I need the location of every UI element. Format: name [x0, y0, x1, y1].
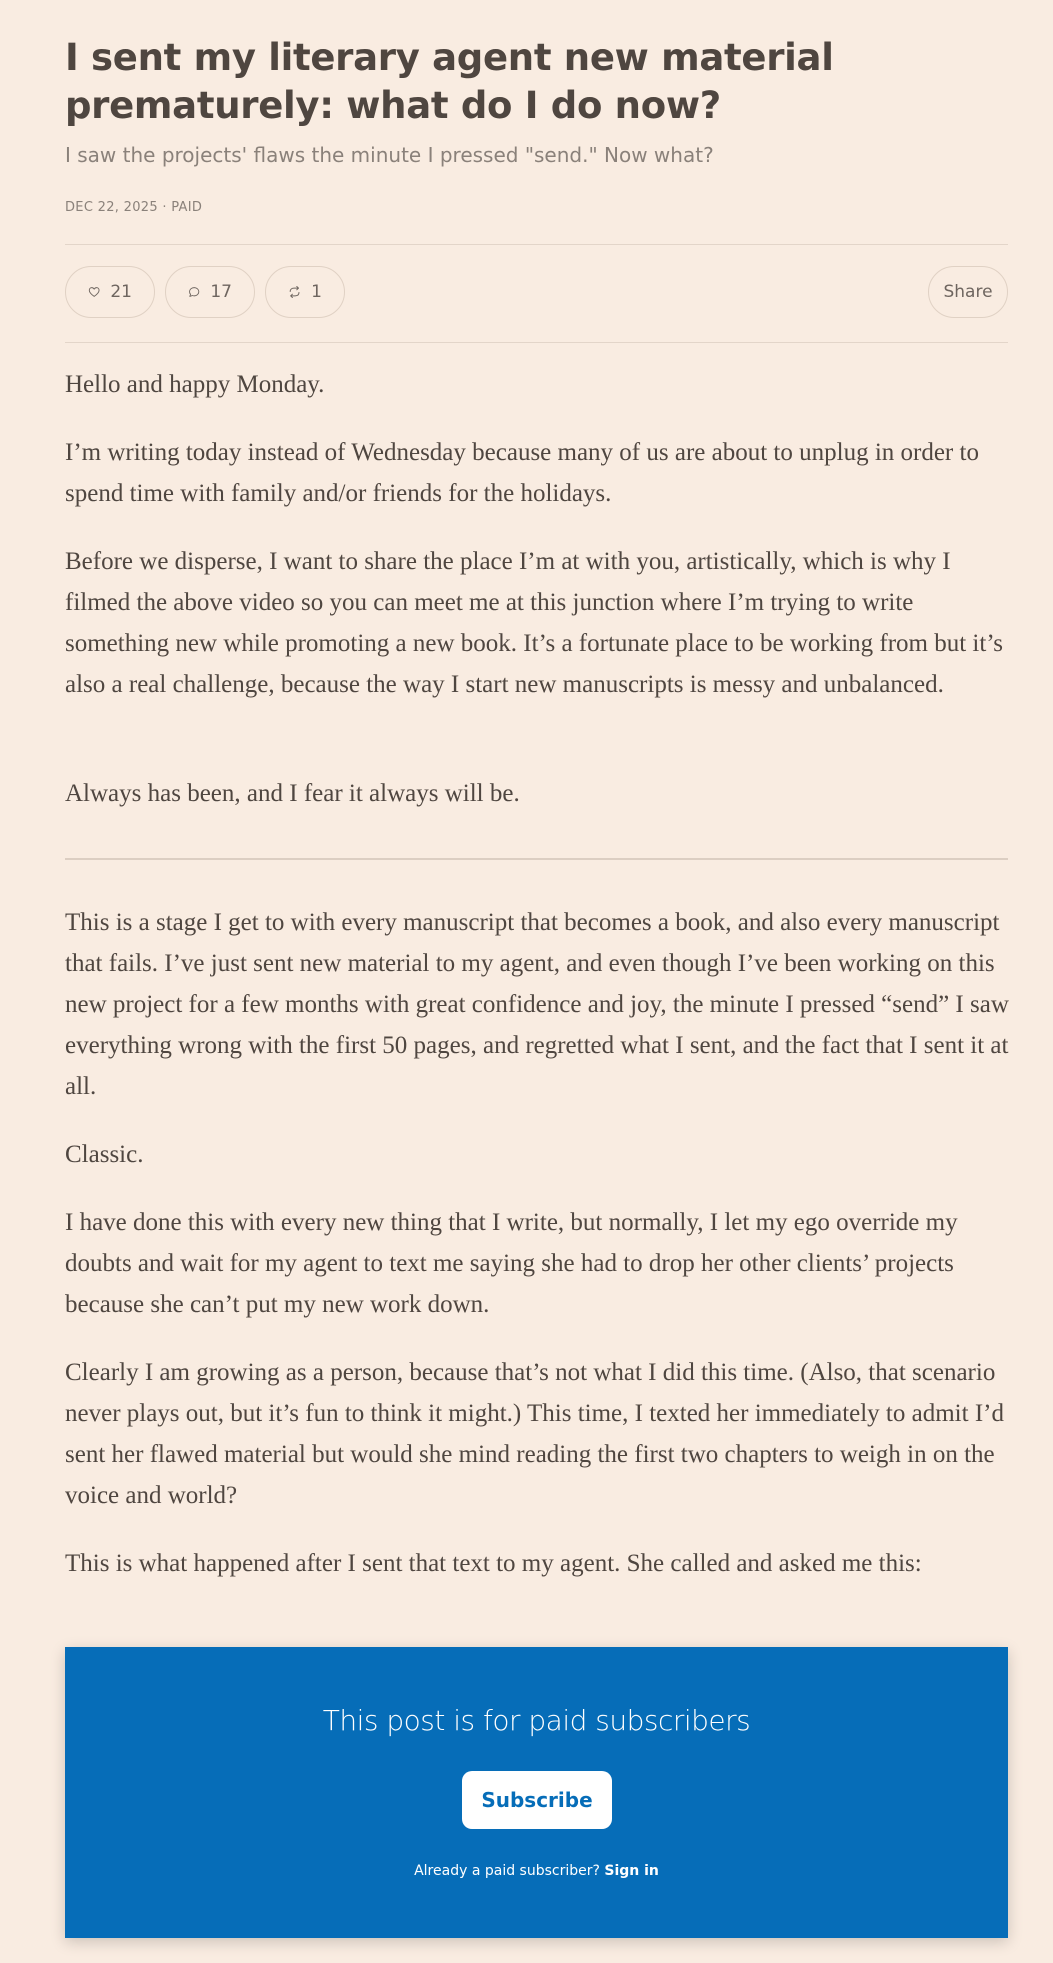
- restack-icon: [288, 278, 301, 306]
- post-subtitle: I saw the projects' flaws the minute I pressed "send." Now what?: [65, 143, 714, 167]
- restack-button[interactable]: [265, 266, 345, 318]
- like-button[interactable]: [65, 266, 155, 318]
- post-title: I sent my literary agent new material prematurely: what do I do now?: [65, 36, 834, 127]
- body-paragraph: Clearly I am growing as a person, because that’s not what I did this time. (Also, that scenario never plays out, but it’s fun to think it might.) This time, I texted her immediately to admit I’d sent her flawed material but would she mind reading the first two chapters to weigh in on the voice and world?: [65, 1359, 1004, 1509]
- body-paragraph: This is a stage I get to with every manuscript that becomes a book, and also every manuscript that fails. I’ve just sent new material to my agent, and even though I’ve been working on this new project for a few months with great confidence and joy, the minute I pressed “send” I saw everything wrong with the first 50 pages, and regretted what I sent, and the fact that I sent it at all.: [65, 909, 1009, 1100]
- signin-prompt: Already a paid subscriber?: [414, 1863, 600, 1879]
- subscribe-button[interactable]: Subscribe: [462, 1771, 612, 1829]
- body-paragraph: This is what happened after I sent that text to my agent. She called and asked me this:: [65, 1550, 922, 1577]
- post-meta: DEC 22, 2025 · PAID: [65, 200, 203, 215]
- paywall-title: This post is for paid subscribers: [322, 1704, 751, 1737]
- signin-link[interactable]: Sign in: [604, 1863, 659, 1879]
- body-paragraph: Classic.: [65, 1141, 144, 1168]
- section-divider: [65, 858, 1008, 860]
- body-paragraph: Before we disperse, I want to share the place I’m at with you, artistically, which is why I filmed the above video so you can meet me at this junction where I’m trying to write something new while promoting a new book. It’s a fortunate place to be working from but it’s also a real challenge, because the way I start new manuscripts is messy and unbalanced.: [65, 548, 1004, 698]
- restack-count: 1: [311, 282, 322, 302]
- body-paragraph: I’m writing today instead of Wednesday because many of us are about to unplug in order to spend time with family and/or friends for the holidays.: [65, 439, 979, 507]
- body-paragraph: I have done this with every new thing that I write, but normally, I let my ego override my doubts and wait for my agent to text me saying she had to drop her other clients’ projects because she can’t put my new work down.: [65, 1209, 958, 1318]
- header-divider-top: [65, 244, 1008, 245]
- comment-icon: [188, 278, 200, 306]
- post-actions-bar: [65, 266, 1008, 320]
- share-button[interactable]: Share: [928, 266, 1008, 318]
- like-count: 21: [110, 282, 132, 302]
- body-paragraph: Always has been, and I fear it always will be.: [65, 780, 520, 807]
- heart-icon: [88, 278, 100, 306]
- comment-count: 17: [210, 282, 232, 302]
- header-divider-bottom: [65, 342, 1008, 343]
- signin-line: [65, 1863, 1008, 1879]
- paywall-box: [65, 1647, 1008, 1938]
- body-paragraph: Hello and happy Monday.: [65, 371, 325, 398]
- comment-button[interactable]: [165, 266, 255, 318]
